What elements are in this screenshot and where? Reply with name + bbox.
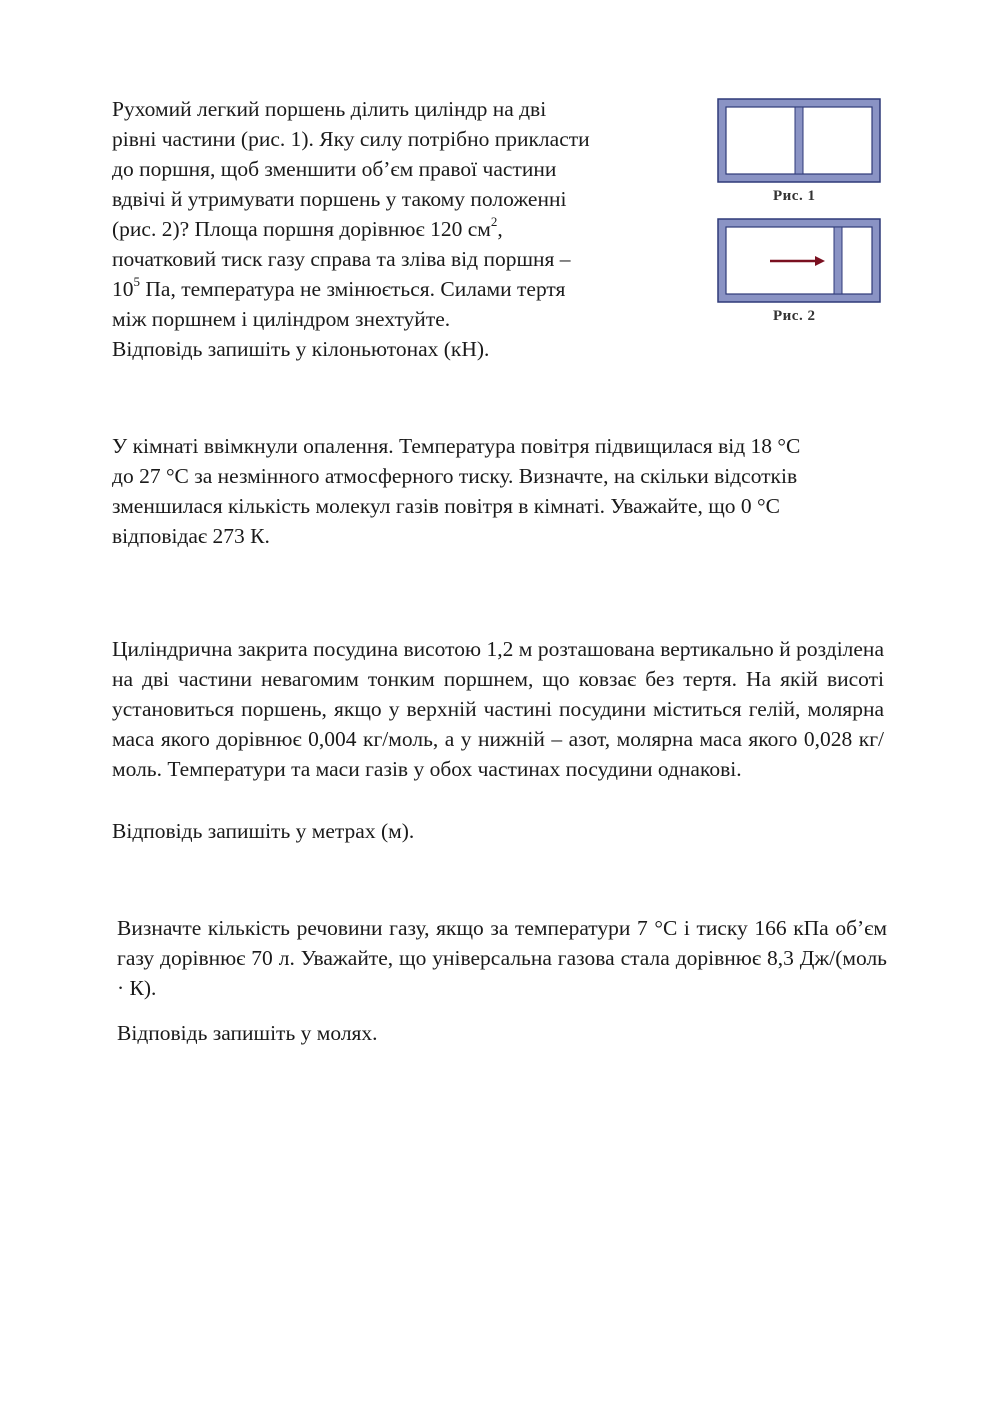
pressure-text: Па, температура не змінюється. Силами тертя — [140, 277, 566, 301]
pressure-exponent: 5 — [133, 273, 140, 289]
pressure-base: 10 — [112, 277, 134, 301]
problem-4-text: Визначте кількість речовини газу, якщо за температури 7 °C і тиску 166 кПа об’єм газу дорівнює 70 л. Уважайте, що універсальна газова стала дорівнює 8,3 Дж/(моль · К). — [117, 916, 887, 1000]
figure-2-cylinder — [718, 219, 880, 302]
punctuation: , — [497, 217, 503, 241]
problem-1-line: Рухомий легкий поршень ділить циліндр на дві — [112, 97, 547, 121]
problem-1-line: початковий тиск газу справа та зліва від поршня – — [112, 247, 571, 271]
problem-2-line: відповідає 273 К. — [112, 524, 270, 548]
cylinder-figures — [715, 96, 885, 336]
figure-2-caption: Рис. 2 — [773, 308, 816, 324]
problem-2-text — [112, 431, 887, 551]
problem-4-answer: Відповідь запишіть у молях. — [117, 1021, 378, 1045]
area-text: (рис. 2)? Площа поршня дорівнює 120 см — [112, 217, 491, 241]
problem-1-text — [112, 94, 692, 364]
problem-2-line: зменшилася кількість молекул газів повітря в кімнаті. Уважайте, що 0 °C — [112, 494, 780, 518]
figure-1-caption: Рис. 1 — [773, 188, 816, 204]
problem-2-line: до 27 °C за незмінного атмосферного тиску. Визначте, на скільки відсотків — [112, 464, 798, 488]
problem-1-line: вдвічі й утримувати поршень у такому положенні — [112, 187, 567, 211]
figure-1-cylinder — [718, 99, 880, 182]
piston-shifted — [834, 227, 842, 294]
problem-1-line — [112, 274, 692, 304]
problem-3-answer: Відповідь запишіть у метрах (м). — [112, 819, 415, 843]
problem-1-line: рівні частини (рис. 1). Яку силу потрібно прикласти — [112, 127, 590, 151]
problem-1-answer: Відповідь запишіть у кілоньютонах (кН). — [112, 337, 490, 361]
problem-1-line: між поршнем і циліндром знехтуйте. — [112, 307, 451, 331]
piston-centered — [795, 107, 803, 174]
area-exponent: 2 — [490, 213, 498, 229]
problem-3-text: Циліндрична закрита посудина висотою 1,2 м розташована вертикально й розділена на дві частини невагомим тонким поршнем, що ковзає без тертя. На якій висоті установиться поршень, якщо у верхній частині посудини міститься гелій, молярна маса якого дорівнює 0,004 кг/моль, а у нижній – азот, молярна маса якого 0,028 кг/моль. Температури та маси газів у обох частинах посудини однакові. — [112, 637, 884, 781]
cylinder-figures-svg — [715, 96, 885, 336]
problem-2-line: У кімнаті ввімкнули опалення. Температура повітря підвищилася від 18 °C — [112, 434, 801, 458]
problem-1-line: до поршня, щоб зменшити об’єм правої частини — [112, 157, 557, 181]
problem-1-line — [112, 214, 692, 244]
